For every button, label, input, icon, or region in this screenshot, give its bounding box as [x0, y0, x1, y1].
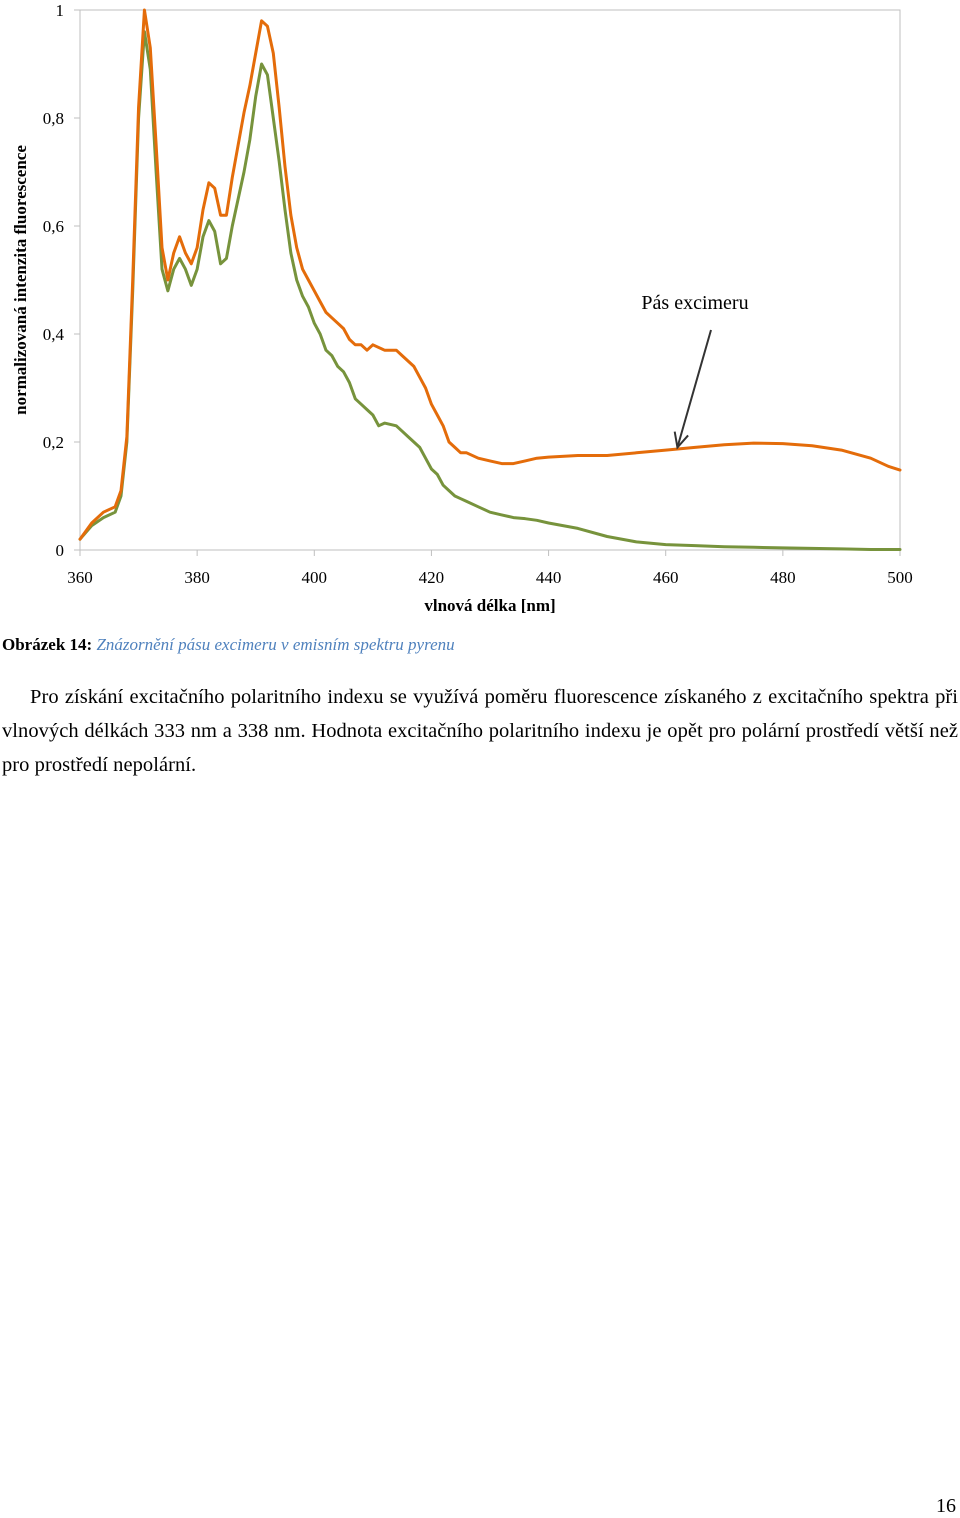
- caption-text: Znázornění pásu excimeru v emisním spektru pyrenu: [96, 635, 455, 654]
- series-line-1: [80, 32, 900, 550]
- y-tick-label: 0,8: [42, 109, 64, 128]
- figure-caption: [2, 635, 455, 655]
- x-tick-label: 420: [418, 568, 445, 587]
- caption-label: Obrázek 14:: [2, 635, 93, 654]
- y-tick-label: 1: [55, 1, 64, 20]
- emission-spectrum-chart: [0, 0, 960, 625]
- y-tick-label: 0,6: [42, 217, 64, 236]
- excimer-band-arrow: [675, 330, 711, 447]
- page-number: 16: [936, 1495, 956, 1517]
- y-tick-label: 0: [55, 541, 64, 560]
- y-tick-label: 0,4: [42, 325, 64, 344]
- body-paragraph: Pro získání excitačního polaritního indexu se využívá poměru fluorescence získaného z excitačního spektra při vlnových délkách 333 nm a 338 nm. Hodnota excitačního polaritního indexu je opět pro polární prostředí větší než pro prostředí nepolární.: [2, 686, 958, 776]
- x-tick-label: 440: [535, 568, 562, 587]
- x-tick-label: 500: [887, 568, 913, 587]
- x-axis-label: vlnová délka [nm]: [424, 596, 556, 615]
- y-tick-label: 0,2: [42, 433, 64, 452]
- x-tick-label: 480: [770, 568, 796, 587]
- x-tick-label: 380: [184, 568, 210, 587]
- x-tick-label: 460: [652, 568, 679, 587]
- series-line-0: [80, 10, 900, 539]
- y-axis-label: normalizovaná intenzita fluorescence: [11, 145, 30, 415]
- x-tick-label: 360: [67, 568, 93, 587]
- x-tick-label: 400: [301, 568, 328, 587]
- plot-area-border: [80, 10, 900, 550]
- excimer-band-annotation: Pás excimeru: [641, 292, 749, 314]
